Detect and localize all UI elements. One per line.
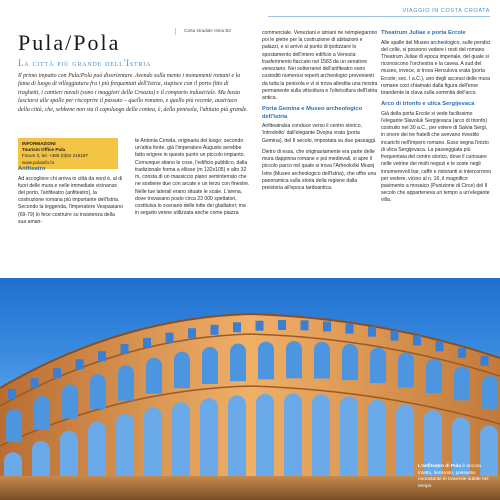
intro-paragraph: Il primo impatto con Pula/Pola può disorientare. Avendo sulla mente i monumenti romani e la fama di luogo di villeggiatura fra i più frequentati dell'Istria, stupisce con il porto fitto di traghetti, i cantieri navali (sono i maggiori della Croazia) e il comparto industriale. Ma basta lasciarsi alle spalle per riscoprire il passato – quello romano, e quello più recente, austriaco della città, che, sebbene non sia il capoluogo della contea, è, della penisola, l'abitato più grande.	[18, 73, 248, 113]
lower-arch	[60, 431, 78, 476]
upper-window	[31, 378, 39, 388]
lower-arch	[4, 452, 22, 476]
photo-caption	[418, 464, 490, 490]
middle-arch	[314, 342, 330, 379]
upper-window	[436, 341, 444, 351]
lower-arch	[340, 396, 358, 476]
upper-window	[76, 359, 84, 369]
middle-arch	[202, 347, 218, 384]
lower-arch	[172, 402, 190, 476]
middle-arch	[342, 344, 358, 380]
text-column-2	[135, 138, 251, 221]
upper-window	[53, 368, 61, 378]
upper-window	[301, 320, 309, 330]
section-heading-anfiteatro: Anfiteatro	[18, 166, 46, 172]
column-3-text-3: Dietro di essa, che originariamente era parte delle mura dappinna romane e poi medievali, si apre il piccolo parco nel quale si trova l'Arheološki Muzej Istre (Museo archeologico dell'Istria), che offre una panoramica sulla storia della regione dalla preistoria all'epoca tardoantica.	[262, 148, 377, 191]
info-box-address: Forum 3, tel. +385 (0)52 219197	[22, 153, 89, 159]
page-header	[0, 0, 500, 22]
header-rule	[268, 16, 490, 17]
info-box-heading: INFORMAZIONI	[22, 141, 56, 146]
lower-arch	[368, 400, 386, 476]
upper-window	[413, 335, 421, 345]
lower-arch	[200, 398, 218, 476]
upper-window	[143, 338, 151, 348]
middle-arch	[6, 409, 22, 442]
middle-arch	[90, 374, 106, 409]
middle-arch	[454, 366, 470, 400]
upper-window	[233, 322, 241, 332]
upper-window	[391, 331, 399, 341]
column-4-text-2: Già della porta Ercole si vede facilissimo l'elegante Slavoluk Sergijevaca (arco di trionfo) costruito nel 30 a.C., per volere di Salvia Sergi, in onore dei tre fratelli che avevano rivestito incarichi nell'impero romano. Esso segna l'inizio di ulica Sergijevaca. La passeggiata più frequentata del centro storico, dove il curiosare nelle vetrine dei molti negozi e le soste negli innumerevoli bar, caffè e ristoranti si intercorrono per vedere, vicino al n. 16, il magnifico pavimento a mosaico (Punizione di Circe) del II secolo che apparteneva un tempo a un'elegante villa.	[381, 110, 492, 204]
upper-window	[166, 333, 174, 343]
middle-arch	[398, 352, 414, 387]
upper-window	[256, 321, 264, 331]
middle-arch	[146, 358, 162, 394]
amphitheatre-photo	[0, 278, 500, 500]
middle-arch	[230, 344, 246, 382]
upper-window	[211, 325, 219, 335]
info-box-office-name: Tourism Office Pula	[22, 147, 66, 153]
upper-window	[8, 389, 16, 399]
middle-arch	[370, 347, 386, 383]
middle-arch	[426, 359, 442, 393]
section-heading-theatrum: Theatrum Juliae e porta Ercole	[381, 30, 466, 36]
middle-arch	[118, 365, 134, 400]
lower-arch	[32, 441, 50, 476]
lower-arch	[256, 394, 274, 476]
section-heading-arco: Arco di trionfo e ulica Sergijevaca	[381, 101, 475, 108]
column-3-text-2: Anfiteatralsa conduce verso il centro storico, 'introdotto' dall'elegante Dvojna vrata (porta Gemina), del II secolo, impostata su due passaggi.	[262, 123, 377, 144]
lower-arch	[284, 393, 302, 476]
section-heading-porta-gemina: Porta Gemina e Museo archeologico dell'Istria	[262, 106, 363, 120]
text-column-1	[18, 166, 124, 230]
text-column-4	[381, 30, 492, 209]
middle-arch	[174, 352, 190, 388]
header-title: VIAGGIO IN COSTA CROATA	[402, 8, 490, 14]
upper-window	[323, 321, 331, 331]
upper-window	[188, 328, 196, 338]
upper-window	[458, 348, 466, 358]
photo-caption-title: L'anfiteatro di Pula	[418, 464, 461, 470]
lower-arch	[228, 395, 246, 476]
page-subtitle: La città più grande dell'Istria	[18, 58, 152, 68]
upper-window	[481, 356, 489, 366]
column-3-text-1: commerciale. Veneziani e istriani ne reimpiegarono poi le pietre per la costruzione di abitazioni e palazzi, e si arrivò al punto di ipotizzare lo spostamento dell'intero edificio a Venezia: trasferimento fiaccato nel 1583 da un senatore veneziano. Nei sotterranei dell'anfiteatro sono custoditi numerosi reperti archeologici provenienti da tutta la penisola e vi si trova allestita una mostra permanente sulla viticoltura e l'olivicoltura dell'Istria antica.	[262, 30, 378, 101]
upper-window	[98, 351, 106, 361]
page-title: Pula/Pola	[18, 30, 121, 55]
lower-arch	[144, 407, 162, 476]
photo-caption-text: è ancora intatto, luminoso, possente, nonostante le traversie subite nel tempo.	[418, 464, 489, 489]
lower-arch	[396, 404, 414, 476]
info-box-website[interactable]: www.pulainfo.hr	[22, 159, 55, 165]
upper-window	[121, 344, 129, 354]
info-box	[18, 138, 118, 169]
column-4-text-1: Alle spalle del Museo archeologico, sulle pendici del colle, si possono vedere i resti del romano Theatrum Juliae di epoca imperiale, del quale si riconoscono l'orchestra e la cavea. A sud del museo, invece, si trova Herculova vrata (porta Ercole; sec. I a.C.), uno degli accessi delle mura romane così chiamato dalla figura dell'eroe brandente la clava sulla sommità dell'arco.	[381, 39, 491, 97]
middle-arch	[258, 342, 274, 380]
column-2-text: te Antonia Cenida, originaria del luogo; secondo un'altra fonte, già l'imperatore Augusto avrebbe fatto erigere in questo punto un piccolo impianto. Comunque stiano le cose, l'edificio pubblico, dalla tradizionale forma a ellisse (m 132x105) e alto 32 m, consta di un massiccio piano seminterrato che ne sostiene due con arcate e un terzo con finestre. Nelle tue laterali erano situate le scale. L'arena, dove trovavano posto circa 23 000 spettatori, costituiva lo scenario delle lotte dei gladiatori; ma in seguito venne utilizzata anche come piazza	[135, 138, 250, 217]
upper-window	[368, 327, 376, 337]
column-1-text: Ad accogliere chi arriva in città da nord è, al di fuori delle mura e nelle immediate vicinanze del porto, l'anfiteatro (anfiteatro), la costruzione romana più importante dell'Istria. Secondo la leggenda, l'imperatore Vespasiano (69-79) lo fece costruire su insistenza della sua aman-	[18, 175, 123, 225]
lower-arch	[88, 422, 106, 476]
upper-window	[278, 320, 286, 330]
middle-arch	[62, 384, 78, 418]
text-column-3	[262, 30, 378, 196]
upper-window	[346, 324, 354, 334]
middle-arch	[482, 375, 498, 408]
middle-arch	[34, 396, 50, 430]
lower-arch	[116, 414, 134, 476]
map-reference-note: Carta stradale Istria B2	[175, 28, 235, 35]
lower-arch	[312, 394, 330, 476]
middle-arch	[286, 341, 302, 378]
